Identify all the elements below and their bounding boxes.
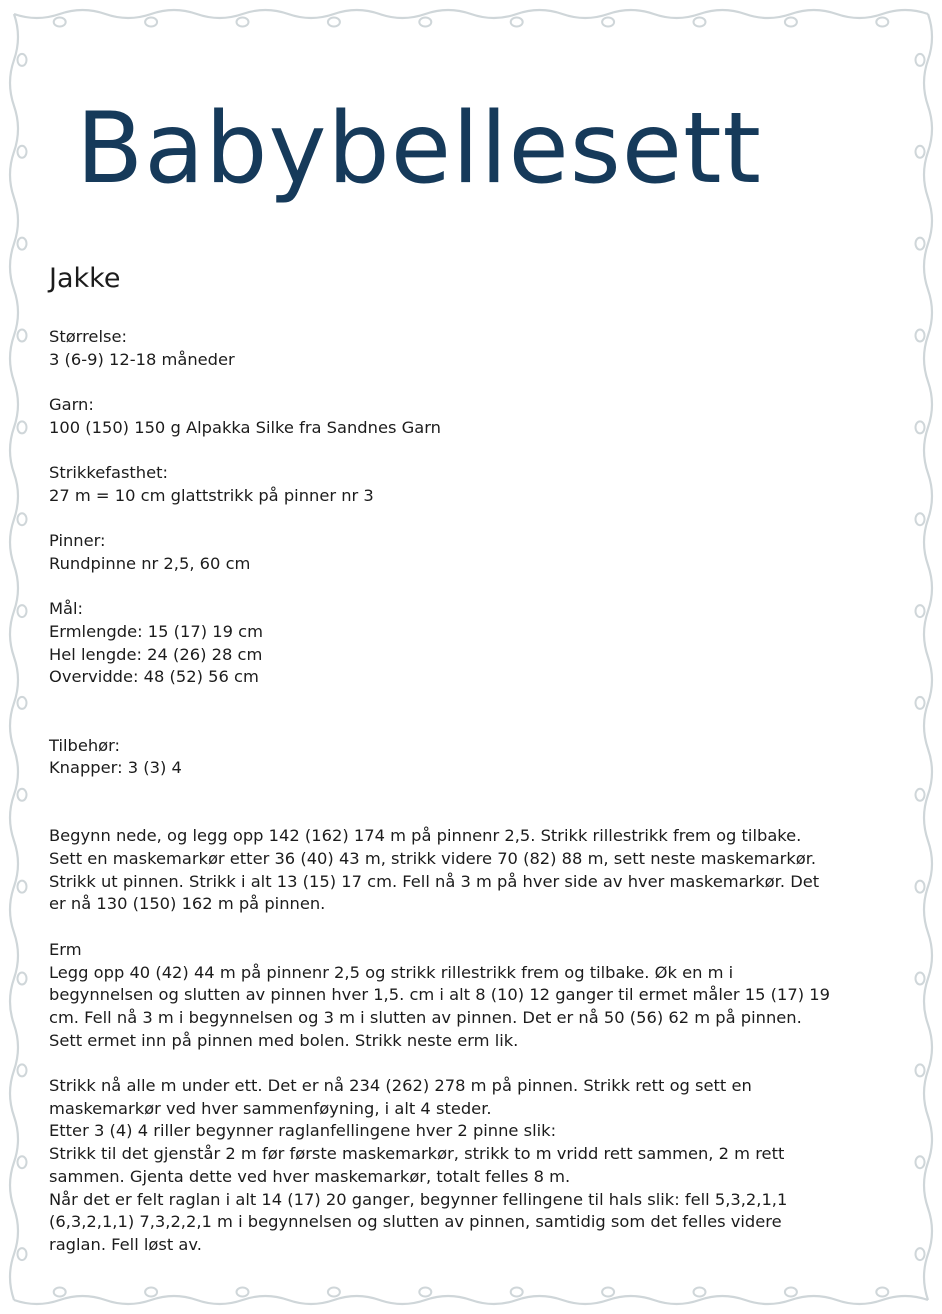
border-loop	[237, 1288, 249, 1297]
instruction-line: raglan. Fell løst av.	[49, 1235, 202, 1254]
border-loop	[876, 18, 888, 27]
border-loop	[18, 973, 27, 985]
border-loop	[511, 18, 523, 27]
border-loop	[18, 697, 27, 709]
paragraph-spacer	[49, 1052, 869, 1075]
spec-value: Hel lengde: 24 (26) 28 cm	[49, 644, 263, 664]
spec-value: 27 m = 10 cm glattstrikk på pinner nr 3	[49, 485, 374, 505]
border-loop	[18, 1064, 27, 1076]
border-loop	[916, 238, 925, 250]
instruction-line: Etter 3 (4) 4 riller begynner raglanfellingene hver 2 pinne slik:	[49, 1121, 557, 1141]
border-loop	[419, 1288, 431, 1297]
border-left-wave	[10, 14, 18, 1300]
border-loop	[916, 54, 925, 66]
border-loop	[145, 18, 157, 27]
border-loop	[916, 1156, 925, 1168]
border-loop	[916, 973, 925, 985]
spec-accessories	[49, 735, 869, 780]
border-loop	[785, 18, 797, 27]
border-loop	[876, 1288, 888, 1297]
instruction-line: Begynn nede, og legg opp 142 (162) 174 m på pinnenr 2,5. Strikk rillestrikk frem og tilbake.	[49, 826, 802, 846]
border-loop	[785, 1288, 797, 1297]
instruction-line: begynnelsen og slutten av pinnen hver 1,5. cm i alt 8 (10) 12 ganger til ermet måler 15 (17) 19	[49, 985, 830, 1005]
border-loop	[916, 697, 925, 709]
section-heading-jakke: Jakke	[49, 263, 121, 294]
spec-value: 100 (150) 150 g Alpakka Silke fra Sandnes Garn	[49, 417, 441, 437]
border-loop	[602, 18, 614, 27]
instruction-line: Sett en maskemarkør etter 36 (40) 43 m, strikk videre 70 (82) 88 m, sett neste maskemarkør.	[49, 849, 817, 869]
instruction-line: Strikk ut pinnen. Strikk i alt 13 (15) 17 cm. Fell nå 3 m på hver side av hver maskemarkør. Det	[49, 871, 820, 891]
spec-label: Strikkefasthet:	[49, 463, 169, 483]
border-loop	[18, 789, 27, 801]
spec-value: Knapper: 3 (3) 4	[49, 758, 182, 778]
spec-measurements	[49, 598, 869, 689]
instruction-line: maskemarkør ved hver sammenføyning, i alt 4 steder.	[49, 1098, 492, 1118]
instruction-line: Når det er felt raglan i alt 14 (17) 20 ganger, begynner fellingene til hals slik: fell 5,3,2,1,1	[49, 1189, 788, 1209]
border-loop	[511, 1288, 523, 1297]
spec-label: Pinner:	[49, 531, 106, 551]
border-loop	[18, 330, 27, 342]
border-top-wave	[14, 10, 928, 18]
border-loop	[916, 881, 925, 893]
border-right-wave	[924, 14, 932, 1300]
spec-yarn	[49, 394, 869, 439]
spec-label: Størrelse:	[49, 327, 127, 346]
spec-value: Rundpinne nr 2,5, 60 cm	[49, 553, 251, 573]
border-loop	[18, 238, 27, 250]
border-loop	[18, 881, 27, 893]
instruction-line: (6,3,2,1,1) 7,3,2,2,1 m i begynnelsen og slutten av pinnen, samtidig som det felles videre	[49, 1212, 782, 1232]
border-loop	[18, 1248, 27, 1260]
pattern-content	[49, 326, 869, 1257]
border-loop	[916, 789, 925, 801]
border-loop	[18, 54, 27, 66]
border-loop	[916, 1064, 925, 1076]
pattern-title: Babybellesett	[76, 92, 762, 206]
border-loop	[54, 1288, 66, 1297]
instruction-line: sammen. Gjenta dette ved hver maskemarkør, totalt felles 8 m.	[49, 1166, 571, 1186]
border-loop	[18, 605, 27, 617]
border-loop	[328, 1288, 340, 1297]
spec-label: Tilbehør:	[49, 735, 121, 755]
border-loop	[916, 330, 925, 342]
spec-gauge	[49, 462, 869, 507]
border-loop	[602, 1288, 614, 1297]
spec-size	[49, 326, 869, 371]
paragraph-spacer	[49, 916, 869, 939]
instruction-line: er nå 130 (150) 162 m på pinnen.	[49, 894, 326, 914]
border-loop	[18, 513, 27, 525]
border-loop	[694, 18, 706, 27]
instruction-line: Sett ermet inn på pinnen med bolen. Strikk neste erm lik.	[49, 1030, 519, 1050]
spec-value: 3 (6-9) 12-18 måneder	[49, 349, 235, 369]
instructions-body	[49, 825, 869, 1256]
spec-value: Overvidde: 48 (52) 56 cm	[49, 667, 259, 687]
border-loop	[237, 18, 249, 27]
border-loop	[916, 146, 925, 158]
subheading-erm: Erm	[49, 939, 82, 959]
border-loop	[145, 1288, 157, 1297]
border-loop	[18, 421, 27, 433]
spec-needles	[49, 530, 869, 575]
instruction-line: Legg opp 40 (42) 44 m på pinnenr 2,5 og strikk rillestrikk frem og tilbake. Øk en m i	[49, 962, 734, 982]
border-loop	[18, 146, 27, 158]
spec-value: Ermlengde: 15 (17) 19 cm	[49, 622, 263, 642]
spec-label: Mål:	[49, 599, 84, 619]
border-loop	[54, 18, 66, 27]
border-loop	[916, 513, 925, 525]
border-loop	[328, 18, 340, 27]
border-loop	[916, 421, 925, 433]
border-loop	[694, 1288, 706, 1297]
border-loop	[419, 18, 431, 27]
instruction-line: Strikk til det gjenstår 2 m før første maskemarkør, strikk to m vridd rett sammen, 2 m rett	[49, 1144, 785, 1164]
instruction-line: cm. Fell nå 3 m i begynnelsen og 3 m i slutten av pinnen. Det er nå 50 (56) 62 m på pinnen.	[49, 1007, 802, 1027]
border-loop	[916, 1248, 925, 1260]
spec-label: Garn:	[49, 395, 94, 415]
border-bottom-wave	[14, 1296, 928, 1304]
border-loop	[18, 1156, 27, 1168]
instruction-line: Strikk nå alle m under ett. Det er nå 234 (262) 278 m på pinnen. Strikk rett og sett en	[49, 1076, 752, 1096]
border-loop	[916, 605, 925, 617]
